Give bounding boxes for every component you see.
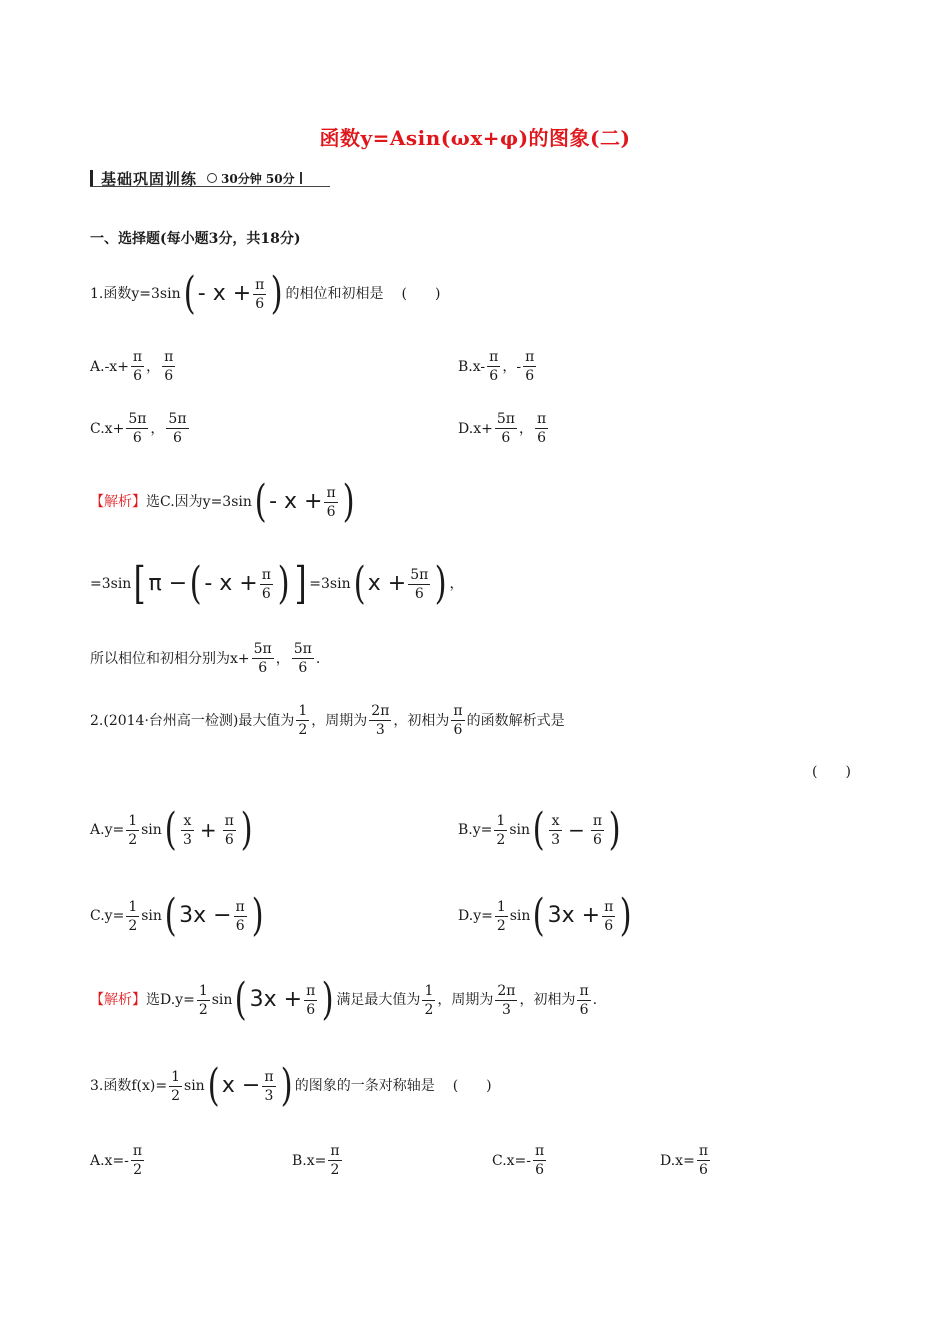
q2-option-b: B. y= 1 2 sin ( x 3 − π 6 ) bbox=[458, 804, 621, 855]
q1-option-a: A. -x+ π 6 ， π 6 bbox=[90, 349, 174, 384]
paren-close: ) bbox=[270, 268, 283, 319]
banner-meta: 30分钟 50分 bbox=[221, 171, 295, 186]
q3-option-a: A.x=- π 2 bbox=[90, 1143, 143, 1178]
q1-stem bbox=[90, 268, 441, 319]
q3-option-c: C.x=- π 6 bbox=[492, 1143, 545, 1178]
q2-stem: 2.(2014·台州高一检测)最大值为 1 2 ，周期为 2π 3 ，初相为 π 6 的函数解析式是 bbox=[90, 703, 565, 738]
banner-label: 基础巩固训练 bbox=[101, 169, 198, 188]
q3-option-d: D.x= π 6 bbox=[660, 1143, 709, 1178]
q2-analysis: 【解析】 选D.y= 1 2 sin ( 3x + π 6 ) 满足最大值为 1 2 ，周期为 2π 3 ，初相为 π 6 . bbox=[90, 974, 598, 1025]
q1-option-b: B. x- π 6 ，- π 6 bbox=[458, 349, 535, 384]
fraction: π 6 bbox=[255, 276, 265, 312]
banner-underline bbox=[90, 186, 330, 187]
q1-option-d: D. x+ 5π 6 ， π 6 bbox=[458, 411, 547, 446]
clock-icon bbox=[207, 173, 217, 183]
q3-option-b: B.x= π 2 bbox=[292, 1143, 340, 1178]
analysis-tag: 【解析】 bbox=[90, 992, 146, 1008]
q3-stem: 3.函数f(x)= 1 2 sin ( x − π 3 ) 的图象的一条对称轴是 ( ) bbox=[90, 1060, 492, 1111]
q2-option-a: A. y= 1 2 sin ( x 3 + π 6 ) bbox=[90, 804, 253, 855]
q1-stem-a: 1.函数y=3sin bbox=[90, 286, 181, 302]
analysis-tag: 【解析】 bbox=[90, 494, 146, 510]
section-banner bbox=[90, 168, 302, 188]
q1-blank: ( ) bbox=[401, 286, 441, 302]
q1-analysis-line3: 所以相位和初相分别为x+ 5π 6 ， 5π 6 . bbox=[90, 641, 321, 676]
q1-option-c: C. x+ 5π 6 ， 5π 6 bbox=[90, 411, 187, 446]
paren-open: ( bbox=[183, 268, 196, 319]
q1-analysis-line2: =3sin [ π − ( - x + π 6 ) ] =3sin ( x + 5π 6 ) ， bbox=[90, 558, 464, 609]
q2-option-c: C. y= 1 2 sin ( 3x − π 6 ) bbox=[90, 890, 264, 941]
banner-end-bar bbox=[300, 172, 302, 184]
banner-bar bbox=[90, 170, 93, 186]
page-title: 函数y=Asin(ωx+φ)的图象(二) bbox=[319, 126, 631, 150]
q2-blank: ( ) bbox=[812, 764, 851, 780]
q1-analysis-line1: 【解析】 选C.因为y=3sin ( - x + π 6 ) bbox=[90, 476, 355, 527]
section-heading: 一、选择题(每小题3分，共18分) bbox=[90, 231, 301, 247]
q1-inner: - x + bbox=[197, 281, 252, 306]
q1-stem-b: 的相位和初相是 bbox=[285, 286, 384, 302]
q2-option-d: D. y= 1 2 sin ( 3x + π 6 ) bbox=[458, 890, 632, 941]
